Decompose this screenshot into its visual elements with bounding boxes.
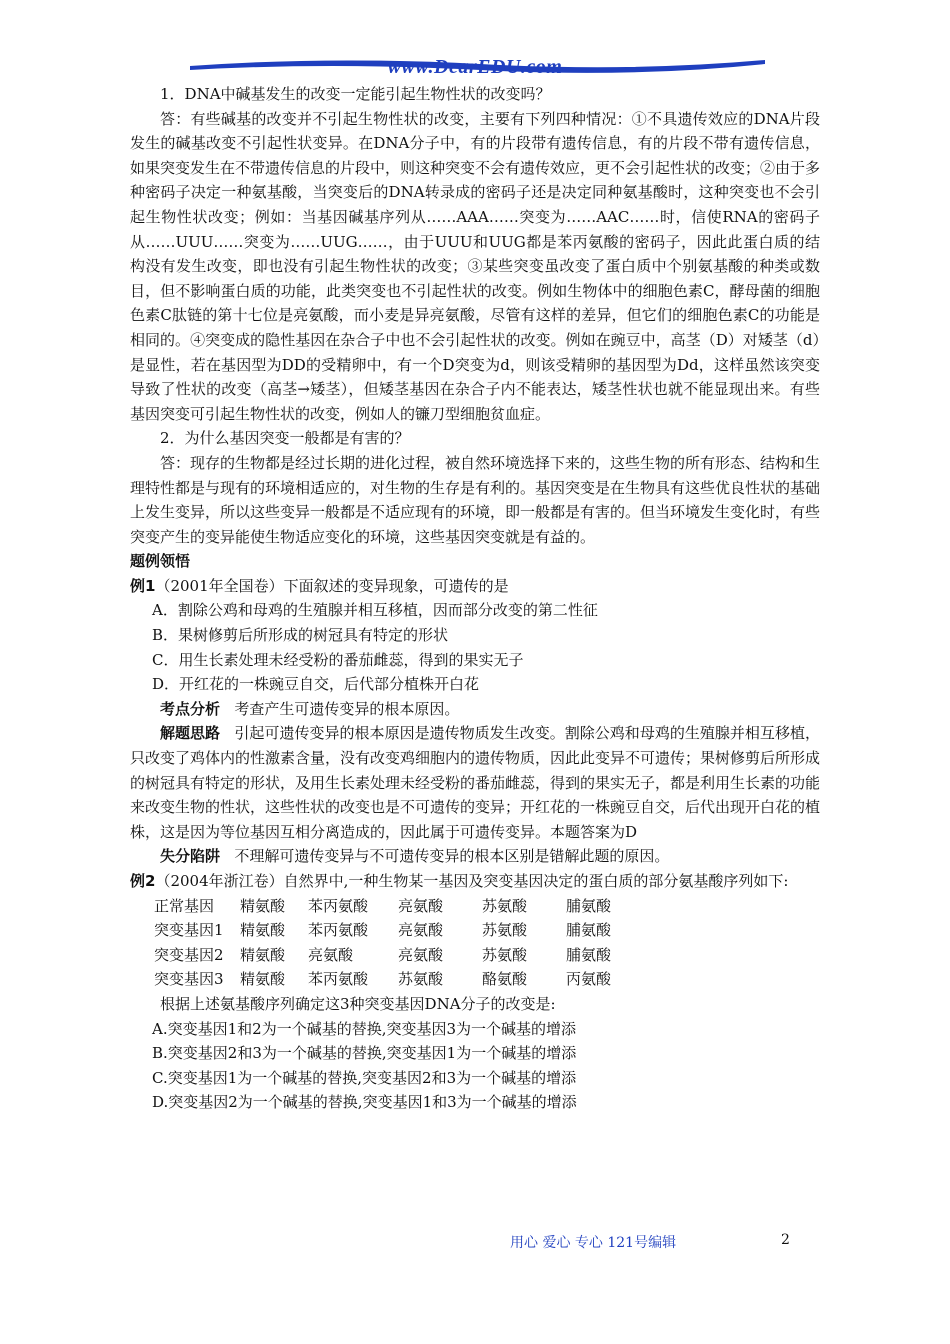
table-cell: 酪氨酸 xyxy=(482,970,528,989)
table-cell: 精氨酸 xyxy=(240,970,286,989)
ex1-option-a: A．割除公鸡和母鸡的生殖腺并相互移植，因而部分改变的第二性征 xyxy=(152,601,598,620)
table-row xyxy=(154,918,820,943)
table-row xyxy=(154,967,820,992)
table-cell: 苏氨酸 xyxy=(482,896,528,915)
site-url[interactable]: www.DearEDU.com xyxy=(387,56,563,78)
q2-answer: 答：现存的生物都是经过长期的进化过程，被自然环境选择下来的，这些生物的所有形态、结构和生理特性都是与现有的环境相适应的，对生物的生存是有利的。基因突变是在生物具有这些优良性状的基础上发生变异，所以这些变异一般都是不适应现有的环境，即一般都是有害的。但当环境发生变化时，有些突变产生的变异能使生物适应变化的环境，这些基因突变就是有益的。 xyxy=(130,453,821,546)
ex2-option-a: A.突变基因1和2为一个碱基的替换,突变基因3为一个碱基的增添 xyxy=(152,1019,577,1038)
section-title: 题例领悟 xyxy=(130,552,191,571)
solution-label: 解题思路 xyxy=(160,724,221,743)
ex1-option-d: D．开红花的一株豌豆自交，后代部分植株开白花 xyxy=(152,675,480,694)
ex1-solution xyxy=(130,721,820,844)
table-cell: 精氨酸 xyxy=(240,896,286,915)
ex2-label: 例2 xyxy=(130,872,156,890)
footer-text: 用心 爱心 专心 121号编辑 xyxy=(510,1235,677,1251)
table-cell: 苏氨酸 xyxy=(482,945,528,964)
table-cell: 脯氨酸 xyxy=(566,921,612,940)
analysis-label: 考点分析 xyxy=(160,699,221,718)
table-cell: 正常基因 xyxy=(154,896,215,915)
solution-text: 引起可遗传变异的根本原因是遗传物质发生改变。割除公鸡和母鸡的生殖腺并相互移植，只改变了鸡体内的性激素含量，没有改变鸡细胞内的遗传物质，因此此变异不可遗传；果树修剪后所形成的树冠具有特定的形状，及用生长素处理未经受粉的番茄雌蕊，得到的果实无子，都是利用生长素的功能来改变生物的性状，这些性状的改变也是不可遗传的变异；开红花的一株豌豆自交，后代出现开白花的植株，这是因为等位基因互相分离造成的，因此属于可遗传变异。本题答案为D xyxy=(130,724,821,841)
ex1-analysis xyxy=(130,697,820,722)
ex1-pitfall xyxy=(130,844,820,869)
ex2-option-c: C.突变基因1为一个碱基的替换,突变基因2和3为一个碱基的增添 xyxy=(152,1068,577,1087)
table-cell: 亮氨酸 xyxy=(398,945,444,964)
table-cell: 精氨酸 xyxy=(240,921,286,940)
analysis-text: 考查产生可遗传变异的根本原因。 xyxy=(234,699,460,718)
table-cell: 脯氨酸 xyxy=(566,896,612,915)
ex1-option-c: C．用生长素处理未经受粉的番茄雌蕊，得到的果实无子 xyxy=(152,650,524,669)
ex2-stem-text: （2004年浙江卷）自然界中,一种生物某一基因及突变基因决定的蛋白质的部分氨基酸序列如下: xyxy=(155,872,789,890)
table-row xyxy=(154,943,820,968)
table-cell: 亮氨酸 xyxy=(308,945,354,964)
ex1-stem xyxy=(130,574,820,599)
pitfall-label: 失分陷阱 xyxy=(160,847,221,866)
table-cell: 苯丙氨酸 xyxy=(308,921,369,940)
ex1-stem-text: （2001年全国卷）下面叙述的变异现象，可遗传的是 xyxy=(155,576,509,595)
q2-question: 2．为什么基因突变一般都是有害的？ xyxy=(160,429,410,448)
ex2-stem xyxy=(130,869,820,894)
table-cell: 苏氨酸 xyxy=(398,970,444,989)
ex2-option-d: D.突变基因2为一个碱基的替换,突变基因1和3为一个碱基的增添 xyxy=(152,1093,577,1112)
table-cell: 精氨酸 xyxy=(240,945,286,964)
table-cell: 突变基因3 xyxy=(154,970,224,989)
table-cell: 亮氨酸 xyxy=(398,896,444,915)
amino-acid-table xyxy=(130,894,820,992)
table-cell: 丙氨酸 xyxy=(566,970,612,989)
table-cell: 苏氨酸 xyxy=(482,921,528,940)
pitfall-text: 不理解可遗传变异与不可遗传变异的根本区别是错解此题的原因。 xyxy=(234,847,670,866)
table-cell: 苯丙氨酸 xyxy=(308,970,369,989)
ex2-option-b: B.突变基因2和3为一个碱基的替换,突变基因1为一个碱基的增添 xyxy=(152,1044,577,1063)
q1-answer: 答：有些碱基的改变并不引起生物性状的改变，主要有下列四种情况：①不具遗传效应的DNA片段发生的碱基改变不引起性状变异。在DNA分子中，有的片段带有遗传信息，有的片段不带有遗传信息，如果突变发生在不带遗传信息的片段中，则这种突变不会有遗传效应，更不会引起性状的改变；②由于多种密码子决定一种氨基酸，当突变后的DNA转录成的密码子还是决定同种氨基酸时，这种突变也不会引起生物性状改变；例如：当基因碱基序列从……AAA……突变为……AAC……时，信使RNA的密码子从……UUU……突变为……UUG……，由于UUU和UUG都是苯丙氨酸的密码子，因此此蛋白质的结构没有发生改变，即也没有引起生物性状的改变；③某些突变虽改变了蛋白质中个别氨基酸的种类或数目，但不影响蛋白质的功能，此类突变也不引起性状的改变。例如生物体中的细胞色素C，酵母菌的细胞色素C肽链的第十七位是亮氨酸，而小麦是异亮氨酸，尽管有这样的差异，但它们的细胞色素C的功能是相同的。④突变成的隐性基因在杂合子中也不会引起性状的改变。例如在豌豆中，高茎（D）对矮茎（d）是显性，若在基因型为DD的受精卵中，有一个D突变为d，则该受精卵的基因型为Dd，这样虽然该突变导致了性状的改变（高茎→矮茎），但矮茎基因在杂合子内不能表达，矮茎性状也就不能显现出来。有些基因突变可引起生物性状的改变，例如人的镰刀型细胞贫血症。 xyxy=(130,109,821,423)
page-number: 2 xyxy=(781,1232,790,1248)
table-row xyxy=(154,894,820,919)
table-cell: 突变基因2 xyxy=(154,945,224,964)
table-cell: 脯氨酸 xyxy=(566,945,612,964)
table-cell: 亮氨酸 xyxy=(398,921,444,940)
page-content xyxy=(130,82,820,1115)
table-cell: 突变基因1 xyxy=(154,921,224,940)
ex1-label: 例1 xyxy=(130,576,156,595)
q1-question: 1．DNA中碱基发生的改变一定能引起生物性状的改变吗？ xyxy=(160,85,551,103)
table-cell: 苯丙氨酸 xyxy=(308,896,369,915)
ex1-option-b: B．果树修剪后所形成的树冠具有特定的形状 xyxy=(152,626,449,645)
ex2-prompt: 根据上述氨基酸序列确定这3种突变基因DNA分子的改变是: xyxy=(160,994,556,1013)
